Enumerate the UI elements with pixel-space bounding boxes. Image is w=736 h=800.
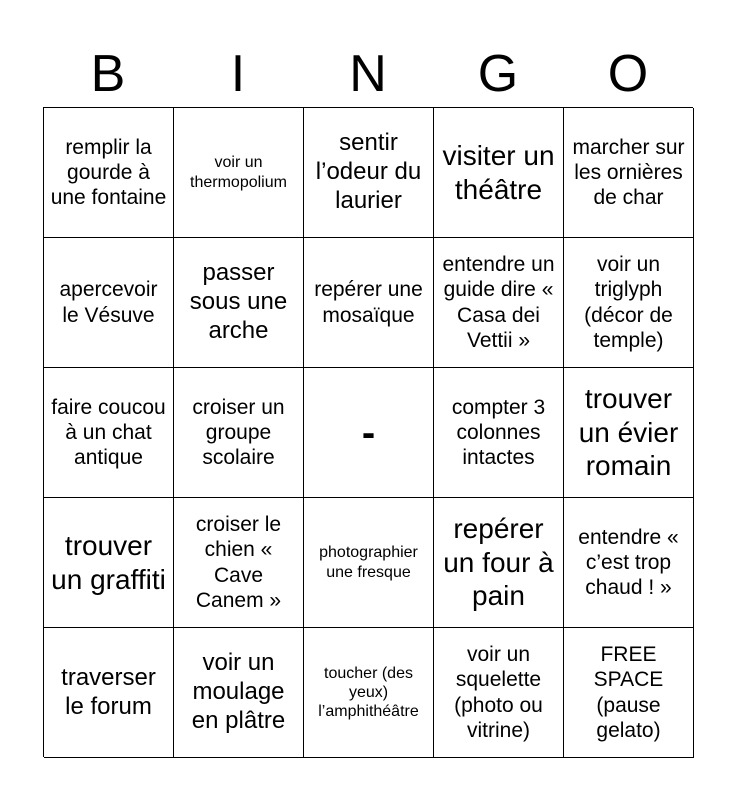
- bingo-cell-r4c2[interactable]: [174, 498, 304, 628]
- cell-label: voir un squelette (photo ou vitrine): [454, 643, 543, 742]
- cell-label: voir un triglyph (décor de temple): [584, 253, 673, 352]
- cell-label: trouver un évier romain: [578, 383, 679, 482]
- header-letter-n: N: [349, 45, 387, 103]
- cell-label: croiser un groupe scolaire: [192, 395, 285, 470]
- bingo-header: [43, 40, 693, 108]
- bingo-cell-r5c2[interactable]: [174, 628, 304, 758]
- cell-label: -: [361, 410, 376, 455]
- bingo-cell-r5c3[interactable]: [304, 628, 434, 758]
- header-letter-b: B: [90, 45, 126, 103]
- cell-label: marcher sur les ornières de char: [572, 135, 685, 210]
- cell-label: voir un thermopolium: [190, 154, 287, 191]
- header-letter-g: G: [477, 45, 519, 103]
- cell-label: remplir la gourde à une fontaine: [50, 135, 167, 210]
- bingo-cell-r4c4[interactable]: [434, 498, 564, 628]
- bingo-cell-r3c1[interactable]: [44, 368, 174, 498]
- cell-label: voir un moulage en plâtre: [191, 649, 286, 734]
- header-letter-o: O: [607, 45, 649, 103]
- bingo-cell-r2c5[interactable]: [564, 238, 694, 368]
- bingo-cell-r4c1[interactable]: [44, 498, 174, 628]
- cell-label: repérer un four à pain: [443, 513, 554, 612]
- bingo-cell-center[interactable]: [304, 368, 434, 498]
- bingo-grid: [43, 107, 693, 757]
- bingo-cell-r1c2[interactable]: [174, 108, 304, 238]
- cell-label: repérer une mosaïque: [314, 278, 423, 327]
- bingo-cell-r1c3[interactable]: [304, 108, 434, 238]
- bingo-cell-r5c5[interactable]: [564, 628, 694, 758]
- cell-label: toucher (des yeux) l’amphithéâtre: [318, 664, 419, 721]
- bingo-cell-r5c4[interactable]: [434, 628, 564, 758]
- bingo-cell-r2c1[interactable]: [44, 238, 174, 368]
- cell-label: faire coucou à un chat antique: [51, 395, 166, 470]
- bingo-cell-r2c4[interactable]: [434, 238, 564, 368]
- cell-label: entendre un guide dire « Casa dei Vettii »: [442, 253, 555, 352]
- cell-label: trouver un graffiti: [51, 529, 166, 595]
- cell-label: croiser le chien « Cave Canem »: [195, 513, 282, 612]
- bingo-cell-r4c3[interactable]: [304, 498, 434, 628]
- bingo-cell-r1c4[interactable]: [434, 108, 564, 238]
- header-letter-i: I: [230, 45, 246, 103]
- bingo-cell-r1c1[interactable]: [44, 108, 174, 238]
- bingo-cell-r3c4[interactable]: [434, 368, 564, 498]
- cell-label: traverser le forum: [61, 663, 156, 720]
- bingo-cell-r1c5[interactable]: [564, 108, 694, 238]
- bingo-cell-r4c5[interactable]: [564, 498, 694, 628]
- cell-label: apercevoir le Vésuve: [59, 278, 158, 327]
- cell-label: photographier une fresque: [319, 544, 418, 581]
- cell-label: entendre « c’est trop chaud ! »: [578, 525, 679, 600]
- bingo-cell-r3c5[interactable]: [564, 368, 694, 498]
- bingo-cell-r2c3[interactable]: [304, 238, 434, 368]
- bingo-cell-r3c2[interactable]: [174, 368, 304, 498]
- cell-label: visiter un théâtre: [442, 139, 555, 205]
- cell-label: sentir l’odeur du laurier: [315, 129, 422, 214]
- cell-label: compter 3 colonnes intactes: [451, 395, 546, 470]
- bingo-cell-r5c1[interactable]: [44, 628, 174, 758]
- bingo-cell-r2c2[interactable]: [174, 238, 304, 368]
- cell-label: FREE SPACE (pause gelato): [593, 643, 664, 742]
- cell-label: passer sous une arche: [189, 259, 288, 344]
